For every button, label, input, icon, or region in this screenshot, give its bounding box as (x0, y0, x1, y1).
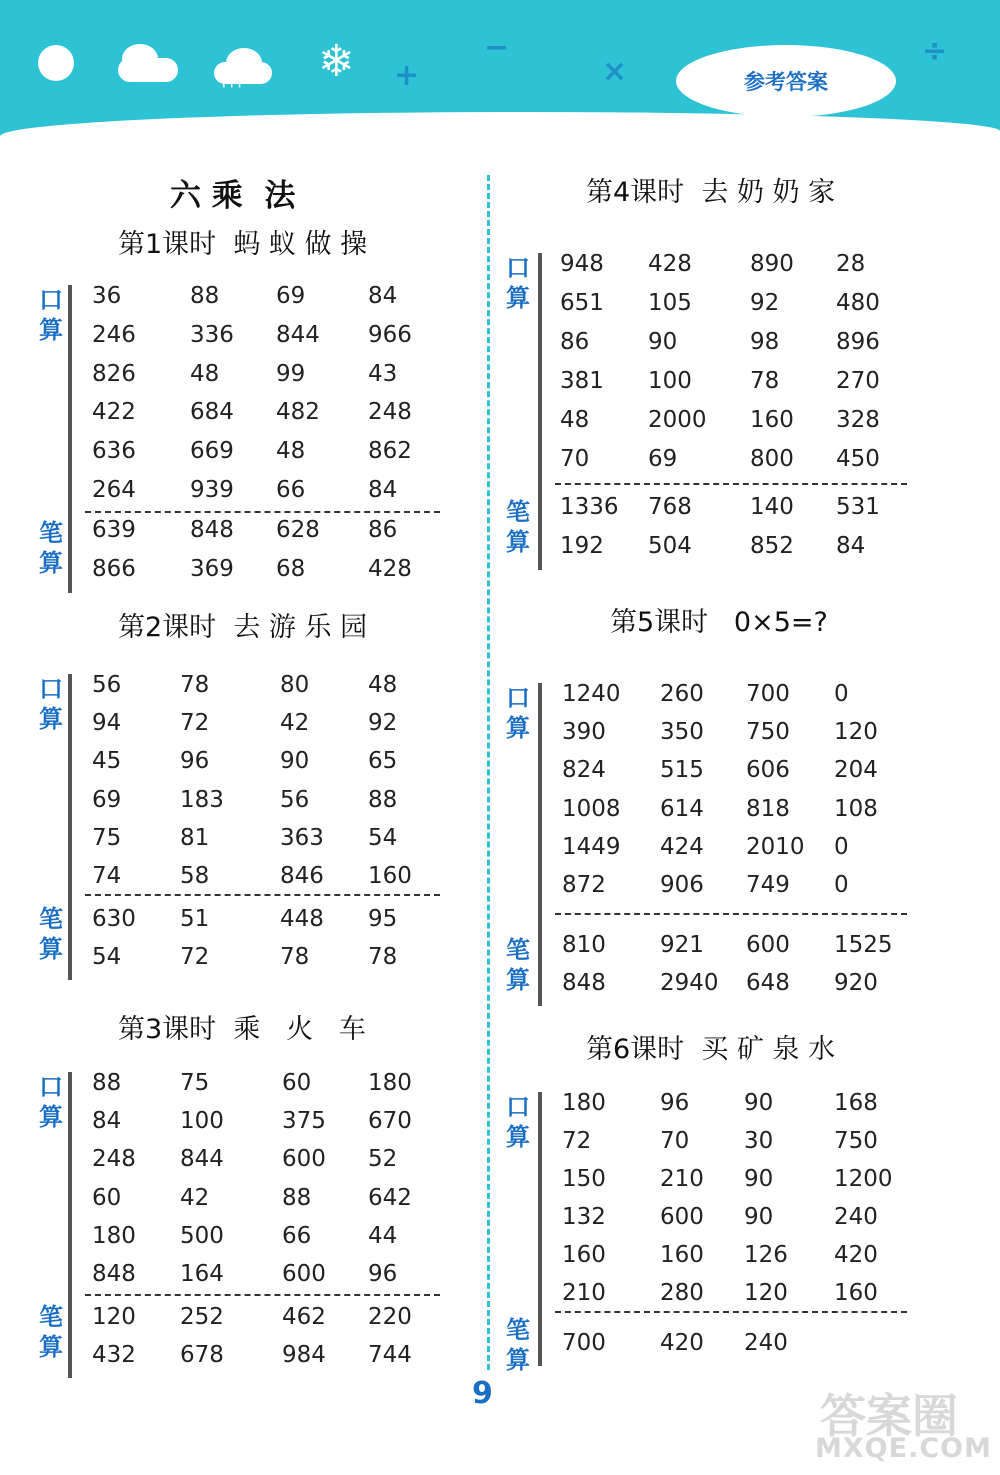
answer-value: 88 (190, 283, 220, 309)
answer-value: 88 (368, 786, 398, 813)
answer-value: 606 (746, 757, 790, 784)
answer-value: 818 (746, 795, 790, 822)
answer-value: 78 (368, 944, 398, 971)
label-char: 笔 (39, 519, 63, 547)
answer-value: 220 (368, 1304, 412, 1330)
answer-badge (676, 45, 896, 117)
answer-value: 78 (750, 368, 780, 394)
answer-value: 48 (190, 360, 220, 387)
answer-value: 84 (368, 477, 398, 503)
answer-value: 164 (180, 1261, 224, 1287)
answer-value: 248 (92, 1146, 136, 1173)
answer-value: 744 (368, 1342, 412, 1369)
answer-value: 60 (92, 1184, 122, 1211)
answer-value: 43 (368, 360, 398, 387)
label-char: 算 (39, 935, 63, 963)
answer-value: 160 (834, 1280, 878, 1306)
answer-value: 36 (92, 283, 122, 309)
answer-value: 1008 (562, 795, 621, 822)
label-char: 口 (39, 1073, 63, 1101)
answer-value: 92 (750, 290, 780, 316)
answer-value: 328 (836, 407, 880, 433)
answer-value: 896 (836, 329, 880, 355)
oral-answer-row (0, 834, 1000, 872)
oral-answer-row (0, 329, 1000, 367)
answer-value: 84 (368, 283, 398, 309)
answer-value: 651 (560, 290, 604, 316)
oral-answer-row (0, 1128, 1000, 1166)
answer-value: 48 (368, 672, 398, 698)
label-char: 口 (506, 1093, 530, 1121)
answer-value: 120 (744, 1280, 788, 1306)
answer-value: 54 (368, 824, 398, 851)
answer-value: 750 (834, 1128, 878, 1154)
answer-value: 0 (834, 872, 849, 898)
oral-answer-row (0, 681, 1000, 719)
answer-value: 636 (92, 438, 136, 465)
answer-value: 65 (368, 748, 398, 775)
chapter-title: 六 乘 法 (170, 178, 296, 214)
answer-value: 939 (190, 477, 234, 503)
answer-value: 0 (834, 681, 849, 707)
answer-value: 183 (180, 786, 224, 813)
oral-answer-row (0, 290, 1000, 328)
lesson-title: 第5课时 0×5=? (610, 607, 828, 638)
answer-value: 531 (836, 494, 880, 520)
answer-value: 504 (648, 533, 692, 559)
label-char: 笔 (506, 1316, 530, 1344)
answer-value: 74 (92, 863, 122, 889)
answer-value: 92 (368, 710, 398, 737)
answer-value: 30 (744, 1128, 774, 1154)
answer-value: 890 (750, 251, 794, 277)
answer-value: 132 (562, 1204, 606, 1230)
answer-value: 2940 (660, 970, 719, 997)
answer-value: 848 (190, 517, 234, 543)
answer-value: 60 (282, 1070, 312, 1096)
answer-value: 678 (180, 1342, 224, 1369)
answer-value: 240 (834, 1204, 878, 1230)
lesson-title: 第3课时 乘 火 车 (118, 1014, 366, 1045)
label-char: 算 (506, 966, 530, 994)
answer-value: 866 (92, 555, 136, 582)
answer-value: 56 (280, 786, 310, 813)
answer-value: 984 (282, 1342, 326, 1369)
answer-value: 90 (744, 1090, 774, 1116)
written-answer-row (0, 494, 1000, 532)
answer-value: 848 (92, 1261, 136, 1287)
answer-value: 100 (648, 368, 692, 394)
written-answer-row (0, 932, 1000, 970)
sun-icon (38, 45, 74, 81)
answer-value: 160 (562, 1242, 606, 1268)
answer-value: 684 (190, 399, 234, 426)
answer-value: 1240 (562, 681, 621, 707)
answer-value: 428 (368, 555, 412, 582)
answer-value: 852 (750, 533, 794, 559)
label-char: 算 (39, 1333, 63, 1361)
answer-value: 921 (660, 932, 704, 958)
watermark-url: MXQE.COM (815, 1433, 992, 1464)
label-char: 算 (506, 714, 530, 742)
label-char: 算 (506, 1346, 530, 1374)
answer-value: 350 (660, 719, 704, 746)
lesson-title: 第2课时 去 游 乐 园 (118, 612, 368, 643)
answer-value: 66 (276, 477, 306, 503)
answer-value: 70 (660, 1128, 690, 1154)
answer-value: 1200 (834, 1166, 893, 1192)
answer-value: 363 (280, 824, 324, 851)
answer-value: 420 (660, 1330, 704, 1356)
oral-answer-row (0, 757, 1000, 795)
answer-value: 66 (282, 1222, 312, 1249)
answer-value: 42 (180, 1184, 210, 1211)
label-char: 口 (39, 675, 63, 703)
divide-sign-icon: ÷ (922, 34, 948, 69)
answer-value: 80 (280, 672, 310, 698)
answer-value: 72 (180, 944, 210, 971)
answer-value: 105 (648, 290, 692, 316)
answer-value: 140 (750, 494, 794, 520)
answer-value: 669 (190, 438, 234, 465)
answer-value: 120 (834, 719, 878, 746)
answer-value: 108 (834, 795, 878, 822)
answer-value: 81 (180, 824, 210, 851)
answer-value: 948 (560, 251, 604, 277)
dashed-separator (555, 913, 907, 915)
lesson-title: 第1课时 蚂 蚁 做 操 (118, 229, 368, 260)
label-char: 口 (506, 254, 530, 282)
answer-value: 70 (560, 446, 590, 472)
answer-value: 600 (660, 1204, 704, 1230)
answer-value: 420 (834, 1242, 878, 1268)
label-char: 口 (39, 286, 63, 314)
answer-value: 45 (92, 748, 122, 775)
answer-value: 270 (836, 368, 880, 394)
answer-value: 51 (180, 906, 210, 932)
answer-value: 252 (180, 1304, 224, 1330)
answer-value: 500 (180, 1222, 224, 1249)
answer-value: 180 (562, 1090, 606, 1116)
answer-value: 78 (180, 672, 210, 698)
answer-value: 88 (282, 1184, 312, 1211)
answer-value: 248 (368, 399, 412, 426)
answer-value: 69 (92, 786, 122, 813)
answer-value: 2010 (746, 833, 805, 860)
answer-value: 48 (560, 407, 590, 433)
label-char: 算 (39, 316, 63, 344)
answer-value: 44 (368, 1222, 398, 1249)
answer-value: 160 (660, 1242, 704, 1268)
answer-value: 670 (368, 1108, 412, 1135)
answer-value: 72 (562, 1128, 592, 1154)
answer-value: 120 (92, 1304, 136, 1330)
oral-answer-row (0, 1242, 1000, 1280)
answer-value: 56 (92, 672, 122, 698)
label-char: 算 (39, 1103, 63, 1131)
label-char: 算 (506, 528, 530, 556)
answer-value: 90 (744, 1204, 774, 1230)
answer-value: 204 (834, 757, 878, 784)
answer-value: 84 (836, 533, 866, 559)
answer-value: 180 (92, 1222, 136, 1249)
answer-value: 2000 (648, 407, 707, 433)
answer-value: 52 (368, 1146, 398, 1173)
snowflake-icon: ❄ (318, 36, 355, 87)
answer-value: 600 (282, 1146, 326, 1173)
answer-value: 390 (562, 719, 606, 746)
label-char: 笔 (39, 905, 63, 933)
label-char: 笔 (506, 936, 530, 964)
answer-value: 1449 (562, 833, 621, 860)
answer-value: 700 (746, 681, 790, 707)
label-char: 算 (506, 284, 530, 312)
lesson-title: 第4课时 去 奶 奶 家 (586, 177, 836, 208)
answer-value: 210 (562, 1280, 606, 1306)
answer-value: 768 (648, 494, 692, 520)
answer-value: 98 (750, 329, 780, 355)
answer-value: 862 (368, 438, 412, 465)
answer-value: 450 (836, 446, 880, 472)
label-char: 算 (39, 549, 63, 577)
answer-value: 872 (562, 872, 606, 898)
answer-value: 280 (660, 1280, 704, 1306)
answer-value: 240 (744, 1330, 788, 1356)
answer-value: 480 (836, 290, 880, 316)
answer-value: 69 (276, 283, 306, 309)
label-char: 算 (39, 705, 63, 733)
answer-value: 630 (92, 906, 136, 932)
answer-value: 28 (836, 251, 866, 277)
answer-value: 846 (280, 863, 324, 889)
oral-answer-row (0, 251, 1000, 289)
answer-value: 246 (92, 321, 136, 348)
answer-value: 381 (560, 368, 604, 394)
written-answer-row (0, 970, 1000, 1008)
answer-value: 180 (368, 1070, 412, 1096)
answer-value: 844 (180, 1146, 224, 1173)
answer-value: 810 (562, 932, 606, 958)
answer-value: 369 (190, 555, 234, 582)
answer-value: 750 (746, 719, 790, 746)
answer-badge-label: 参考答案 (744, 70, 828, 94)
written-answer-row (0, 1330, 1000, 1368)
answer-value: 86 (368, 517, 398, 543)
answer-value: 96 (660, 1090, 690, 1116)
answer-value: 75 (180, 1070, 210, 1096)
oral-answer-row (0, 1204, 1000, 1242)
answer-value: 0 (834, 833, 849, 860)
answer-value: 192 (560, 533, 604, 559)
label-char: 算 (506, 1123, 530, 1151)
answer-value: 824 (562, 757, 606, 784)
answer-value: 448 (280, 906, 324, 932)
answer-value: 260 (660, 681, 704, 707)
answer-value: 375 (282, 1108, 326, 1135)
answer-value: 86 (560, 329, 590, 355)
answer-value: 1525 (834, 932, 893, 958)
label-char: 笔 (39, 1303, 63, 1331)
answer-value: 432 (92, 1342, 136, 1369)
answer-value: 72 (180, 710, 210, 737)
answer-value: 515 (660, 757, 704, 784)
answer-value: 94 (92, 710, 122, 737)
answer-value: 264 (92, 477, 136, 503)
answer-value: 1336 (560, 494, 619, 520)
answer-value: 639 (92, 517, 136, 543)
answer-value: 42 (280, 710, 310, 737)
answer-value: 642 (368, 1184, 412, 1211)
answer-value: 160 (368, 863, 412, 889)
page-number: 9 (472, 1376, 493, 1411)
oral-answer-row (0, 1166, 1000, 1204)
answer-value: 700 (562, 1330, 606, 1356)
answer-value: 160 (750, 407, 794, 433)
answer-value: 920 (834, 970, 878, 997)
oral-answer-row (0, 796, 1000, 834)
answer-value: 462 (282, 1304, 326, 1330)
oral-answer-row (0, 446, 1000, 484)
answer-value: 78 (280, 944, 310, 971)
answer-value: 48 (276, 438, 306, 465)
answer-value: 648 (746, 970, 790, 997)
answer-value: 84 (92, 1108, 122, 1135)
lesson-title: 第6课时 买 矿 泉 水 (586, 1034, 836, 1065)
oral-answer-row (0, 368, 1000, 406)
answer-value: 600 (746, 932, 790, 958)
answer-value: 126 (744, 1242, 788, 1268)
answer-value: 906 (660, 872, 704, 898)
plus-sign-icon: + (394, 58, 420, 93)
written-answer-row (0, 533, 1000, 571)
answer-value: 800 (750, 446, 794, 472)
answer-value: 68 (276, 555, 306, 582)
answer-value: 96 (180, 748, 210, 775)
answer-value: 848 (562, 970, 606, 997)
answer-value: 422 (92, 399, 136, 426)
answer-value: 150 (562, 1166, 606, 1192)
answer-value: 336 (190, 321, 234, 348)
oral-answer-row (0, 719, 1000, 757)
answer-value: 826 (92, 360, 136, 387)
answer-value: 96 (368, 1261, 398, 1287)
answer-value: 424 (660, 833, 704, 860)
watermark-logo: 答案圈 (820, 1389, 958, 1443)
oral-answer-row (0, 407, 1000, 445)
oral-answer-row (0, 872, 1000, 910)
answer-value: 95 (368, 906, 398, 932)
oral-answer-row (0, 1090, 1000, 1128)
answer-value: 69 (648, 446, 678, 472)
answer-value: 88 (92, 1070, 122, 1096)
answer-value: 210 (660, 1166, 704, 1192)
answer-value: 90 (280, 748, 310, 775)
answer-value: 168 (834, 1090, 878, 1116)
label-char: 口 (506, 684, 530, 712)
answer-value: 628 (276, 517, 320, 543)
answer-value: 58 (180, 863, 210, 889)
answer-value: 614 (660, 795, 704, 822)
answer-value: 482 (276, 399, 320, 426)
answer-value: 600 (282, 1261, 326, 1287)
answer-value: 100 (180, 1108, 224, 1135)
answer-value: 749 (746, 872, 790, 898)
answer-value: 844 (276, 321, 320, 348)
answer-value: 90 (744, 1166, 774, 1192)
answer-value: 99 (276, 360, 306, 387)
answer-value: 428 (648, 251, 692, 277)
minus-sign-icon: − (484, 30, 510, 65)
times-sign-icon: × (602, 54, 628, 89)
label-char: 笔 (506, 498, 530, 526)
answer-value: 966 (368, 321, 412, 348)
answer-value: 75 (92, 824, 122, 851)
oral-answer-row (0, 1280, 1000, 1318)
answer-value: 54 (92, 944, 122, 971)
answer-value: 90 (648, 329, 678, 355)
